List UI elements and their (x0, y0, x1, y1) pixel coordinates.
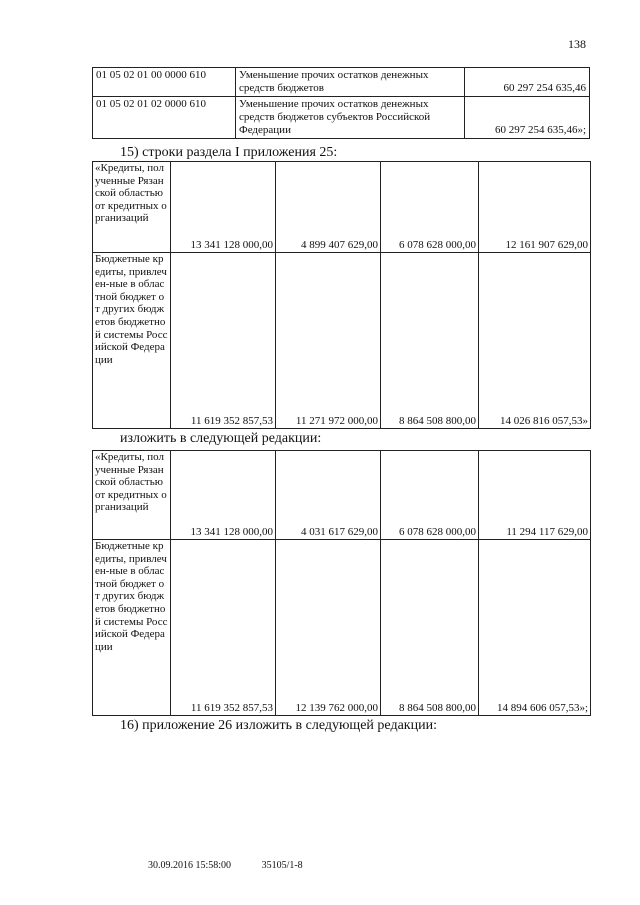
value-cell: 12 161 907 629,00 (479, 162, 591, 253)
table-row (93, 253, 591, 429)
new-credits-table (92, 450, 591, 716)
table-row (93, 68, 590, 97)
value-cell: 4 031 617 629,00 (276, 451, 381, 540)
row-label: «Кредиты, полученные Рязанской областью от кредитных организаций (93, 451, 171, 540)
row-label: Бюджетные кредиты, привлечен-ные в областной бюджет от других бюджетов бюджетной системы Российской Федерации (93, 540, 171, 716)
paragraph-new-edition: изложить в следующей редакции: (120, 431, 322, 446)
table-row (93, 97, 590, 139)
value-cell: 8 864 508 800,00 (381, 253, 479, 429)
value-cell: 60 297 254 635,46»; (465, 97, 590, 139)
value-cell: 11 294 117 629,00 (479, 451, 591, 540)
value-cell: 6 078 628 000,00 (381, 162, 479, 253)
table-row (93, 540, 591, 716)
value-cell: 14 894 606 057,53»; (479, 540, 591, 716)
value-cell: 11 271 972 000,00 (276, 253, 381, 429)
table-row (93, 451, 591, 540)
footer-datetime: 30.09.2016 15:58:00 (148, 860, 232, 871)
value-cell: 14 026 816 057,53» (479, 253, 591, 429)
table-row (93, 162, 591, 253)
old-credits-table (92, 161, 591, 429)
value-cell: 12 139 762 000,00 (276, 540, 381, 716)
code-cell: 01 05 02 01 00 0000 610 (93, 68, 236, 97)
code-cell: 01 05 02 01 02 0000 610 (93, 97, 236, 139)
value-cell: 6 078 628 000,00 (381, 451, 479, 540)
paragraph-16: 16) приложение 26 изложить в следующей редакции: (120, 718, 437, 733)
page-number: 138 (568, 37, 586, 51)
value-cell: 60 297 254 635,46 (465, 68, 590, 97)
name-cell: Уменьшение прочих остатков денежных средств бюджетов (236, 68, 465, 97)
name-cell: Уменьшение прочих остатков денежных средств бюджетов субъектов Российской Федерации (236, 97, 465, 139)
sources-table (92, 67, 590, 139)
row-label: Бюджетные кредиты, привлечен-ные в областной бюджет от других бюджетов бюджетной системы Российской Федерации (93, 253, 171, 429)
value-cell: 13 341 128 000,00 (171, 162, 276, 253)
footer-stamp (148, 860, 331, 871)
value-cell: 4 899 407 629,00 (276, 162, 381, 253)
paragraph-15: 15) строки раздела I приложения 25: (120, 145, 338, 160)
row-label: «Кредиты, полученные Рязанской областью от кредитных организаций (93, 162, 171, 253)
value-cell: 13 341 128 000,00 (171, 451, 276, 540)
footer-doc-id: 35105/1-8 (261, 860, 303, 871)
value-cell: 8 864 508 800,00 (381, 540, 479, 716)
value-cell: 11 619 352 857,53 (171, 540, 276, 716)
value-cell: 11 619 352 857,53 (171, 253, 276, 429)
